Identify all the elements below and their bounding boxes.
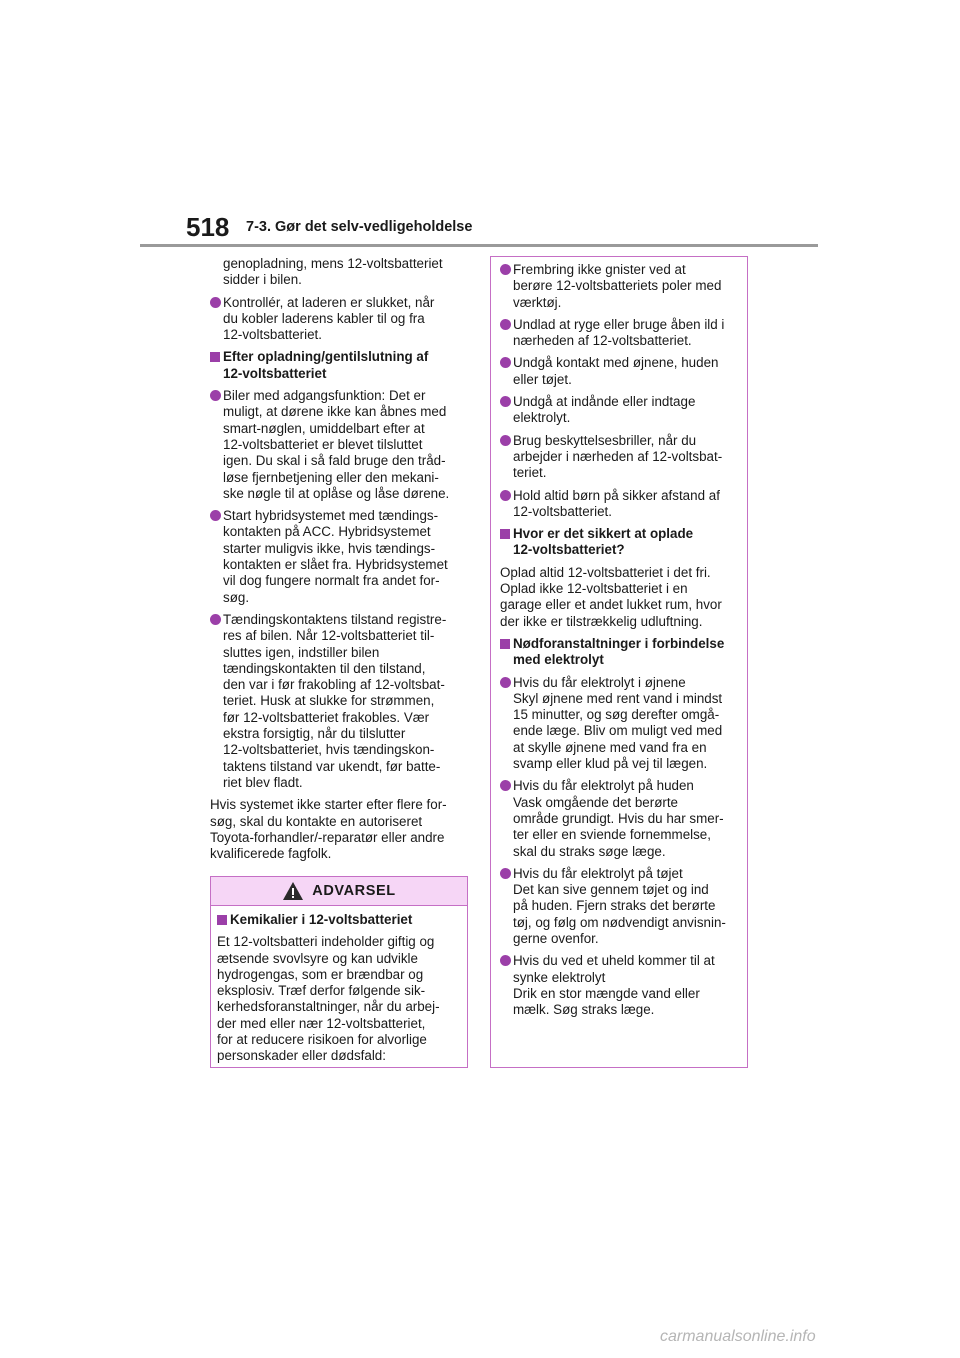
item-title: Hvis du får elektrolyt på tøjet [513, 865, 683, 881]
warning-header [211, 877, 467, 906]
bullet-text [513, 866, 738, 947]
subheading [500, 636, 738, 669]
bullet-dot-icon [500, 319, 511, 330]
warning-box [210, 876, 468, 1068]
bullet-text: Biler med adgangsfunktion: Det er muligt, at dørene ikke kan åbnes med smart-nøglen, umiddelbart efter at 12-voltsbatteriet er blevet tilsluttet igen. Du skal i så fald bruge den tråd- løse fjernbetjening eller den mekani- ske nøgle til at oplåse og låse dørene. [223, 388, 450, 501]
warning-subheading [217, 912, 459, 928]
warning-title: ADVARSEL [312, 883, 396, 899]
subheading-text: Efter opladning/gentilslutning af 12-voltsbatteriet [223, 349, 429, 381]
subheading [500, 526, 738, 559]
subheading-text: Nødforanstaltninger i forbindelse med elektrolyt [513, 635, 725, 668]
bullet-text [513, 675, 738, 773]
bullet-text: Brug beskyttelsesbriller, når du arbejder i nærheden af 12-voltsbat- teriet. [513, 432, 723, 481]
bullet-text: Start hybridsystemet med tændings- kontakten på ACC. Hybridsystemet starter muligvis ikke, hvis tændings- kontakten er slået fra. Hybridsystemet vil dog fungere normalt fra andet for- søg. [223, 508, 448, 605]
item-title: Hvis du får elektrolyt i øjnene [513, 674, 686, 690]
bullet-text [513, 778, 738, 859]
bullet-text [513, 953, 738, 1018]
item-title: Hvis du får elektrolyt på huden [513, 778, 694, 794]
list-item [500, 778, 738, 859]
list-item [500, 433, 738, 482]
warning-continued-box [490, 256, 748, 1068]
square-bullet-icon [217, 915, 227, 925]
list-item [210, 612, 470, 791]
list-item [500, 317, 738, 350]
page-number: 518 [186, 212, 230, 242]
item-body: Det kan sive gennem tøjet og ind på huden. Fjern straks det berørte tøj, og følg om nødvendigt anvisnin- gerne ovenfor. [513, 882, 726, 946]
watermark: carmanualsonline.info [660, 1328, 816, 1345]
square-bullet-icon [500, 639, 510, 649]
subheading-text: Hvor er det sikkert at oplade 12-voltsbatteriet? [513, 526, 694, 558]
header-rule [140, 244, 818, 247]
square-bullet-icon [500, 529, 510, 539]
bullet-dot-icon [210, 510, 221, 521]
warning-body [211, 906, 467, 1065]
bullet-dot-icon [500, 396, 511, 407]
bullet-dot-icon [500, 868, 511, 879]
list-item [500, 262, 738, 311]
warning-triangle-icon [282, 881, 304, 901]
bullet-dot-icon [500, 955, 511, 966]
item-title: Hvis du ved et uheld kommer til at synke elektrolyt [513, 953, 715, 985]
where-text: Oplad altid 12-voltsbatteriet i det fri. Oplad ikke 12-voltsbatteriet i en garage eller et andet lukket rum, hvor der ikke er tilstrækkelig udluftning. [500, 564, 722, 629]
list-item [500, 866, 738, 947]
bullet-dot-icon [500, 357, 511, 368]
left-column [210, 256, 470, 868]
bullet-text: Undgå at indånde eller indtage elektrolyt. [513, 394, 696, 426]
list-item [500, 394, 738, 427]
list-item [500, 488, 738, 521]
page-header [0, 0, 960, 250]
warning-text: Et 12-voltsbatteri indeholder giftig og ætsende svovlsyre og kan udvikle hydrogengas, som er brændbar og eksplosiv. Træf derfor følgende sik- kerhedsforanstaltninger, når du arbej- der med eller nær 12-voltsbatteriet, for at reducere risikoen for alvorlige personskader eller dødsfald: [217, 934, 440, 1064]
right-column [500, 262, 738, 1018]
bullet-text: Undgå kontakt med øjnene, huden eller tøjet. [513, 355, 719, 387]
bullet-dot-icon [500, 677, 511, 688]
item-body: Skyl øjnene med rent vand i mindst 15 minutter, og søg derefter omgå- ende læge. Bliv om muligt ved med at skylle øjnene med vand fra en svamp eller klud på vej til lægen. [513, 690, 723, 772]
square-bullet-icon [210, 352, 220, 362]
section-title: 7-3. Gør det selv-vedligeholdelse [246, 219, 473, 235]
bullet-dot-icon [210, 297, 221, 308]
bullet-text: Undlad at ryge eller bruge åben ild i nærheden af 12-voltsbatteriet. [513, 316, 725, 349]
bullet-text: Kontrollér, at laderen er slukket, når du kobler laderens kabler til og fra 12-voltsbatteriet. [223, 294, 435, 343]
bullet-dot-icon [210, 390, 221, 401]
bullet-text: Tændingskontaktens tilstand registre- res af bilen. Når 12-voltsbatteriet til- sluttes igen, indstiller bilen tændingskontakten til den tilstand, den var i før frakobling af 12-voltsbat- teriet. Husk at slukke for strømmen, før 12-voltsbatteriet frakobles. Vær ekstra forsigtig, når du tilslutter 12-voltsbatteriet, hvis tændingskon- taktens tilstand var ukendt, før batte- riet blev fladt. [223, 611, 447, 790]
warning-heading-text: Kemikalier i 12-voltsbatteriet [230, 912, 413, 927]
continued-text: genopladning, mens 12-voltsbatteriet sidder i bilen. [223, 256, 443, 288]
closing-text: Hvis systemet ikke starter efter flere for- søg, skal du kontakte en autoriseret Toyota-forhandler/-reparatør eller andre kvalificerede fagfolk. [210, 797, 447, 862]
bullet-text: Hold altid børn på sikker afstand af 12-voltsbatteriet. [513, 487, 720, 519]
list-item [210, 388, 470, 502]
subheading [210, 349, 470, 382]
list-item [500, 675, 738, 773]
list-item [500, 953, 738, 1018]
list-item [210, 295, 470, 344]
bullet-dot-icon [500, 490, 511, 501]
bullet-dot-icon [210, 614, 221, 625]
bullet-dot-icon [500, 435, 511, 446]
bullet-dot-icon [500, 264, 511, 275]
list-item [500, 355, 738, 388]
item-body: Vask omgående det berørte område grundigt. Hvis du har smer- ter eller en sviende fornemmelse, skal du straks søge læge. [513, 794, 724, 859]
bullet-dot-icon [500, 780, 511, 791]
item-body: Drik en stor mængde vand eller mælk. Søg straks læge. [513, 985, 700, 1018]
bullet-text: Frembring ikke gnister ved at berøre 12-voltsbatteriets poler med værktøj. [513, 262, 722, 310]
list-item [210, 508, 470, 606]
